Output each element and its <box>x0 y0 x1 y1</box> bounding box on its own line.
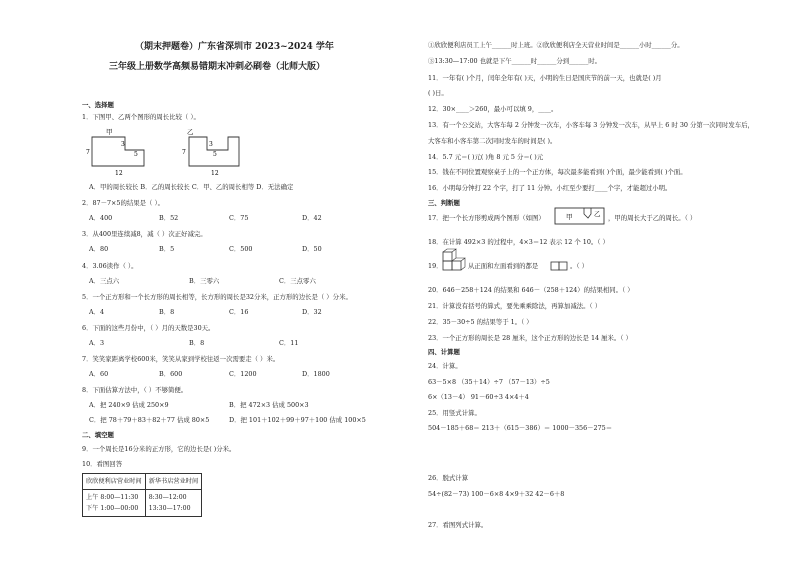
question-23: 23．一个正方形的周长是 28 厘米，这个正方形的边长是 14 厘米。（ ） <box>428 334 632 342</box>
dim-3a: 3 <box>121 141 125 148</box>
section-calc: 四、计算题 <box>428 348 460 356</box>
question-12: 12．30×____＞260，最小可以填 9，____。 <box>428 105 558 113</box>
question-6: 6．下面的这些月份中，（ ）月的天数是30天。 <box>82 324 215 332</box>
table-row <box>83 490 202 517</box>
q4-option-b: B．三零六 <box>189 277 220 285</box>
q5-option-c: C．16 <box>229 308 249 316</box>
question-27: 27．看图列式计算。 <box>428 521 488 529</box>
table-cell <box>83 490 146 517</box>
question-4: 4．3.06读作（ ）。 <box>82 262 138 270</box>
q7-option-b: B．600 <box>159 370 183 378</box>
label-jia: 甲 <box>106 128 113 136</box>
question-13-cont: 大客车和小客车第二次同时发车的时间是( )。 <box>428 137 557 145</box>
dim-5a: 5 <box>134 151 138 158</box>
question-22: 22．35－30÷5 的结果等于 1。（ ） <box>428 318 533 326</box>
dim-12b: 12 <box>211 170 219 177</box>
calc-row-2: 6×（13－4） 91－60÷3 4×4＋4 <box>428 393 529 401</box>
q2-option-a: A．400 <box>89 214 113 222</box>
title-line-1: （期末押题卷）广东省深圳市 2023~2024 学年 <box>135 42 334 52</box>
q7-option-c: C．1200 <box>229 370 257 378</box>
section-choice: 一、选择题 <box>82 101 114 109</box>
question-19-end: 。（ ） <box>570 262 589 270</box>
question-19: 19． <box>428 262 443 270</box>
question-17: 17．把一个长方形剪成两个图形（如图） <box>428 214 545 222</box>
table-header-cell: 新华书店营业时间 <box>145 474 202 490</box>
q7-option-a: A．60 <box>89 370 109 378</box>
q2-option-d: D．42 <box>302 214 322 222</box>
q3-option-c: C．500 <box>229 245 253 253</box>
question-15: 15．钱在不同位置观察桌子上的一个正方体，每次最多能看到( )个面，最少能看到( )个面。 <box>428 168 687 176</box>
question-9: 9．一个周长是16分米的正方形，它的边长是( )分米。 <box>82 445 236 453</box>
question-11-cont: ( )日。 <box>428 89 448 97</box>
label-yi: 乙 <box>594 210 601 218</box>
dim-3b: 3 <box>209 141 213 148</box>
table-row <box>83 474 202 490</box>
cell-text: 8:30—12:00 <box>148 494 187 501</box>
q6-option-b: B．8 <box>189 339 205 347</box>
q6-option-a: A．3 <box>89 339 105 347</box>
question-8: 8．下面估算方法中，（ ）不够简便。 <box>82 386 188 394</box>
q2-option-b: B．52 <box>159 214 179 222</box>
cell-text: 下午 1:00—00:00 <box>86 505 139 512</box>
label-yi: 乙 <box>187 128 194 136</box>
question-21: 21．计算没有括号的算式，要先乘乘除法，再算加减法。（ ） <box>428 302 602 310</box>
step-calc-row: 54÷(82－73) 100－6×8 4×9＋32 42－6＋8 <box>428 490 565 498</box>
q6-option-c: C．11 <box>279 339 299 347</box>
title-line-2: 三年级上册数学高频易错期末冲刺必刷卷（北师大版） <box>109 62 326 72</box>
table-header-cell: 欣欣便利店营业时间 <box>83 474 146 490</box>
question-25: 25．用竖式计算。 <box>428 409 481 417</box>
calc-row-1: 63－5×8 （35＋14）÷7 （57－13）÷5 <box>428 378 550 386</box>
question-14: 14．5.7 元＝( )元( )角 8 元 5 分＝( )元 <box>428 153 544 161</box>
cell-text: 上午 8:00—11:30 <box>86 494 139 501</box>
question-11: 11．一年有( )个月，闰年全年有( )天，小明的生日是国庆节的前一天，也就是( )月 <box>428 74 662 82</box>
question-18: 18．在计算 492×3 的过程中，4×3＝12 表示 12 个 10。（ ） <box>428 238 609 246</box>
dim-7b: 7 <box>182 149 186 156</box>
q3-option-b: B．5 <box>159 245 175 253</box>
question-17-cont: ，甲的周长大于乙的周长。（ ） <box>608 214 697 222</box>
dim-5b: 5 <box>213 151 217 158</box>
question-10: 10．看图回答 <box>82 460 123 468</box>
perimeter-figure <box>73 122 383 182</box>
question-26: 26．脱式计算 <box>428 474 469 482</box>
question-19-text: 从正面和左面看到的都是 <box>468 262 539 270</box>
section-fill: 二、填空题 <box>82 431 114 439</box>
two-squares-icon <box>550 261 570 271</box>
q7-option-d: D．1800 <box>302 370 330 378</box>
question-1: 1．下图甲、乙两个图形的周长比较（ ）。 <box>82 113 200 121</box>
cut-line <box>584 208 591 218</box>
question-5: 5．一个正方形和一个长方形的周长相等，长方形的周长是32分米，正方形的边长是（ ）分米。 <box>82 293 352 301</box>
question-3: 3．从400里连续减8，减（ ）次正好减完。 <box>82 230 207 238</box>
q3-option-a: A．80 <box>89 245 109 253</box>
business-hours-table <box>82 473 202 517</box>
label-jia: 甲 <box>566 213 573 221</box>
q5-option-a: A．4 <box>89 308 105 316</box>
cube-stack-icon <box>442 254 466 274</box>
q3-option-d: D．50 <box>302 245 322 253</box>
q2-option-c: C．75 <box>229 214 249 222</box>
question-1-options: A．甲的周长较长 B．乙的周长较长 C．甲、乙的周长相等 D．无法确定 <box>89 183 294 191</box>
cell-text: 13:30—17:00 <box>148 505 191 512</box>
question-13: 13．有一个公交站，大客车每 2 分钟发一次车，小客车每 3 分钟发一次车，从早上 6 时 30 分第一次同时发车后， <box>428 121 754 129</box>
question-24: 24．计算。 <box>428 362 462 370</box>
table-cell <box>145 490 202 517</box>
q5-option-d: D．32 <box>302 308 322 316</box>
question-20: 20．646－258＋124 的结果和 646－（258＋124）的结果相同。（ ） <box>428 286 634 294</box>
q8-option-d: D．把 101＋102＋99＋97＋100 估成 100×5 <box>229 416 366 424</box>
question-10-part-3: ③13:30—17:00 也就是下午______时______分到______时。 <box>428 57 602 65</box>
dim-12a: 12 <box>115 170 123 177</box>
q8-option-b: B．把 472×3 估成 500×3 <box>229 401 309 409</box>
cut-rectangle-figure <box>554 207 606 227</box>
q4-option-a: A．三点六 <box>89 277 120 285</box>
q8-option-c: C．把 78＋79＋83＋82＋77 估成 80×5 <box>89 416 210 424</box>
section-judge: 三、判断题 <box>428 199 460 207</box>
question-10-part-1: ①欣欣便利店员工上午______时上班。②欣欣便利店全天营业时间是______小时______分。 <box>428 41 684 49</box>
dim-7a: 7 <box>86 149 90 156</box>
q5-option-b: B．8 <box>159 308 175 316</box>
q8-option-a: A．把 240×9 估成 250×9 <box>89 401 169 409</box>
q4-option-c: C．三点零六 <box>279 277 316 285</box>
question-7: 7．笑笑家距离学校600米，笑笑从家到学校往返一次需要走（ ）米。 <box>82 355 280 363</box>
vertical-calc-row: 504－185＋68＝ 213＋（615－386）＝ 1000－356－275＝ <box>428 424 613 432</box>
question-2: 2．87－7×5的结果是（ ）。 <box>82 199 165 207</box>
question-16: 16．小明每分钟打 22 个字，打了 11 分钟。小红至少要打____个字，才能超过小明。 <box>428 184 672 192</box>
